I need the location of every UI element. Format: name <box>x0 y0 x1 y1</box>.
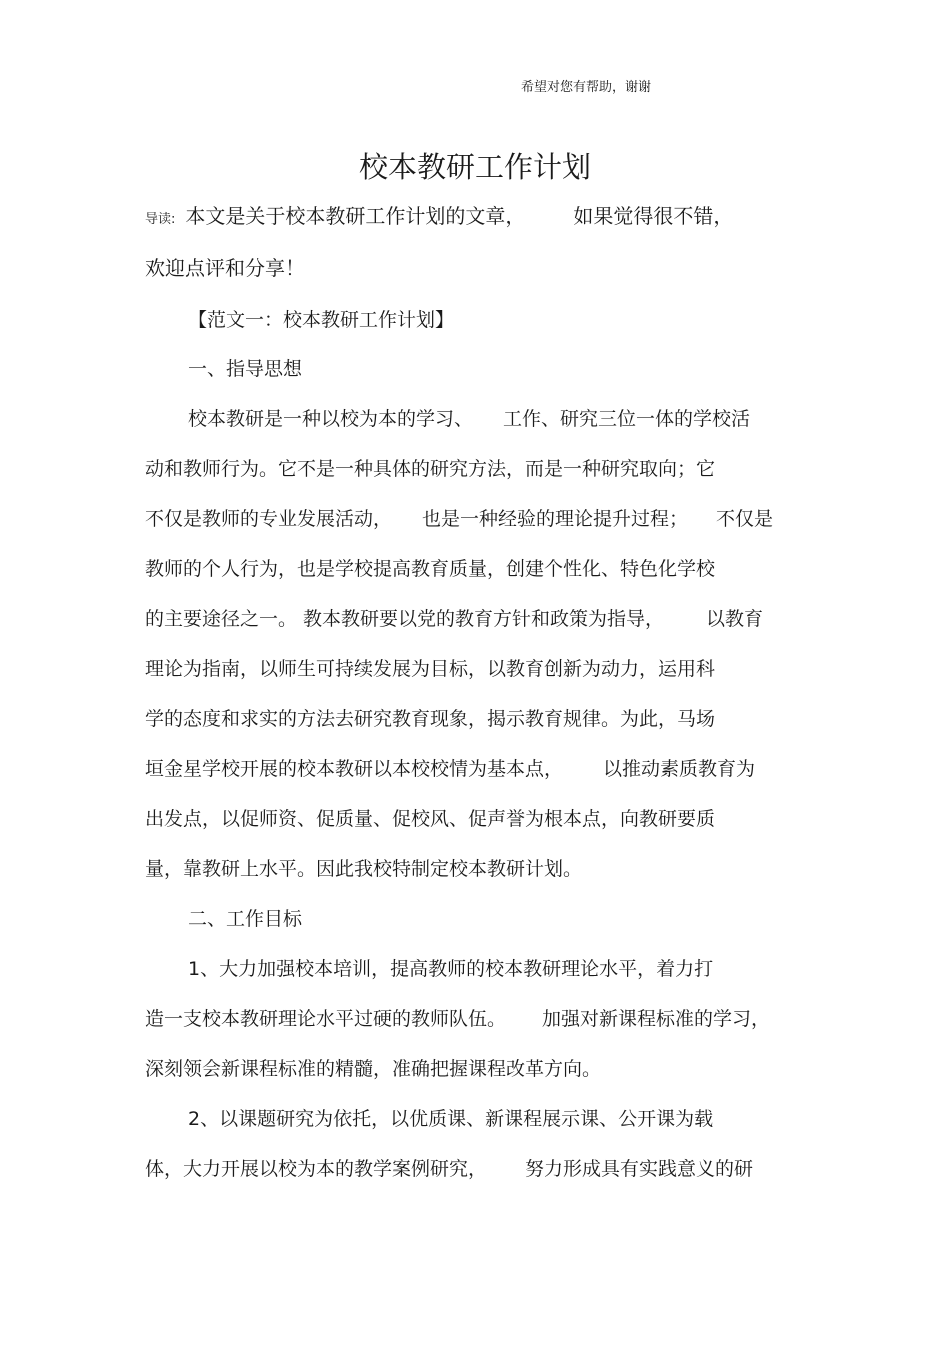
paragraph-line <box>145 1156 753 1182</box>
paragraph-line: 2、以课题研究为依托，以优质课、新课程展示课、公开课为载 <box>188 1108 714 1130</box>
document-title: 校本教研工作计划 <box>358 150 591 184</box>
paragraph-line: 理论为指南，以师生可持续发展为目标，以教育创新为动力，运用科 <box>145 658 716 680</box>
text-span: 的主要途径之一。 教本教研要以党的教育方针和政策为指导， <box>145 608 665 630</box>
paragraph-line <box>145 506 773 532</box>
paragraph-line: 量，靠教研上水平。因此我校特制定校本教研计划。 <box>145 858 583 880</box>
text-span: 校本教研是一种以校为本的学习、 <box>188 408 474 430</box>
text-span: 努力形成具有实践意义的研 <box>525 1158 754 1180</box>
lead-text-b: 如果觉得很不错， <box>573 204 734 228</box>
heading-work-goals: 二、工作目标 <box>188 908 303 930</box>
paragraph-line <box>145 756 755 782</box>
paragraph-line <box>145 606 763 632</box>
header-note: 希望对您有帮助，谢谢 <box>521 80 652 95</box>
paragraph-line: 出发点，以促师资、促质量、促校风、促声誉为根本点，向教研要质 <box>145 808 716 830</box>
paragraph-line: 教师的个人行为，也是学校提高教育质量，创建个性化、特色化学校 <box>145 558 716 580</box>
text-span: 加强对新课程标准的学习， <box>542 1008 771 1030</box>
paragraph-line: 1、大力加强校本培训，提高教师的校本教研理论水平，着力打 <box>188 958 714 980</box>
text-span: 以推动素质教育为 <box>603 758 756 780</box>
paragraph-line: 深刻领会新课程标准的精髓，准确把握课程改革方向。 <box>145 1058 602 1080</box>
text-span: 也是一种经验的理论提升过程； <box>422 508 689 530</box>
text-span: 不仅是教师的专业发展活动， <box>145 508 393 530</box>
text-span: 造一支校本教研理论水平过硬的教师队伍。 <box>145 1008 507 1030</box>
section-heading: 【范文一：校本教研工作计划】 <box>188 309 455 331</box>
paragraph-line: 学的态度和求实的方法去研究教育现象，揭示教育规律。为此，马场 <box>145 708 716 730</box>
lead-line-1 <box>145 203 733 233</box>
lead-tag: 导读: <box>145 212 176 227</box>
lead-text-a: 本文是关于校本教研工作计划的文章， <box>185 204 526 228</box>
paragraph-line <box>188 406 750 432</box>
paragraph-line: 动和教师行为。它不是一种具体的研究方法，而是一种研究取向；它 <box>145 458 716 480</box>
text-span: 体，大力开展以校为本的教学案例研究， <box>145 1158 488 1180</box>
text-span: 垣金星学校开展的校本教研以本校校情为基本点， <box>145 758 564 780</box>
lead-line-2: 欢迎点评和分享！ <box>145 256 305 280</box>
text-span: 以教育 <box>706 608 764 630</box>
heading-guiding-idea: 一、指导思想 <box>188 358 303 380</box>
text-span: 不仅是 <box>716 508 774 530</box>
paragraph-line <box>145 1006 770 1032</box>
text-span: 工作、研究三位一体的学校活 <box>503 408 751 430</box>
